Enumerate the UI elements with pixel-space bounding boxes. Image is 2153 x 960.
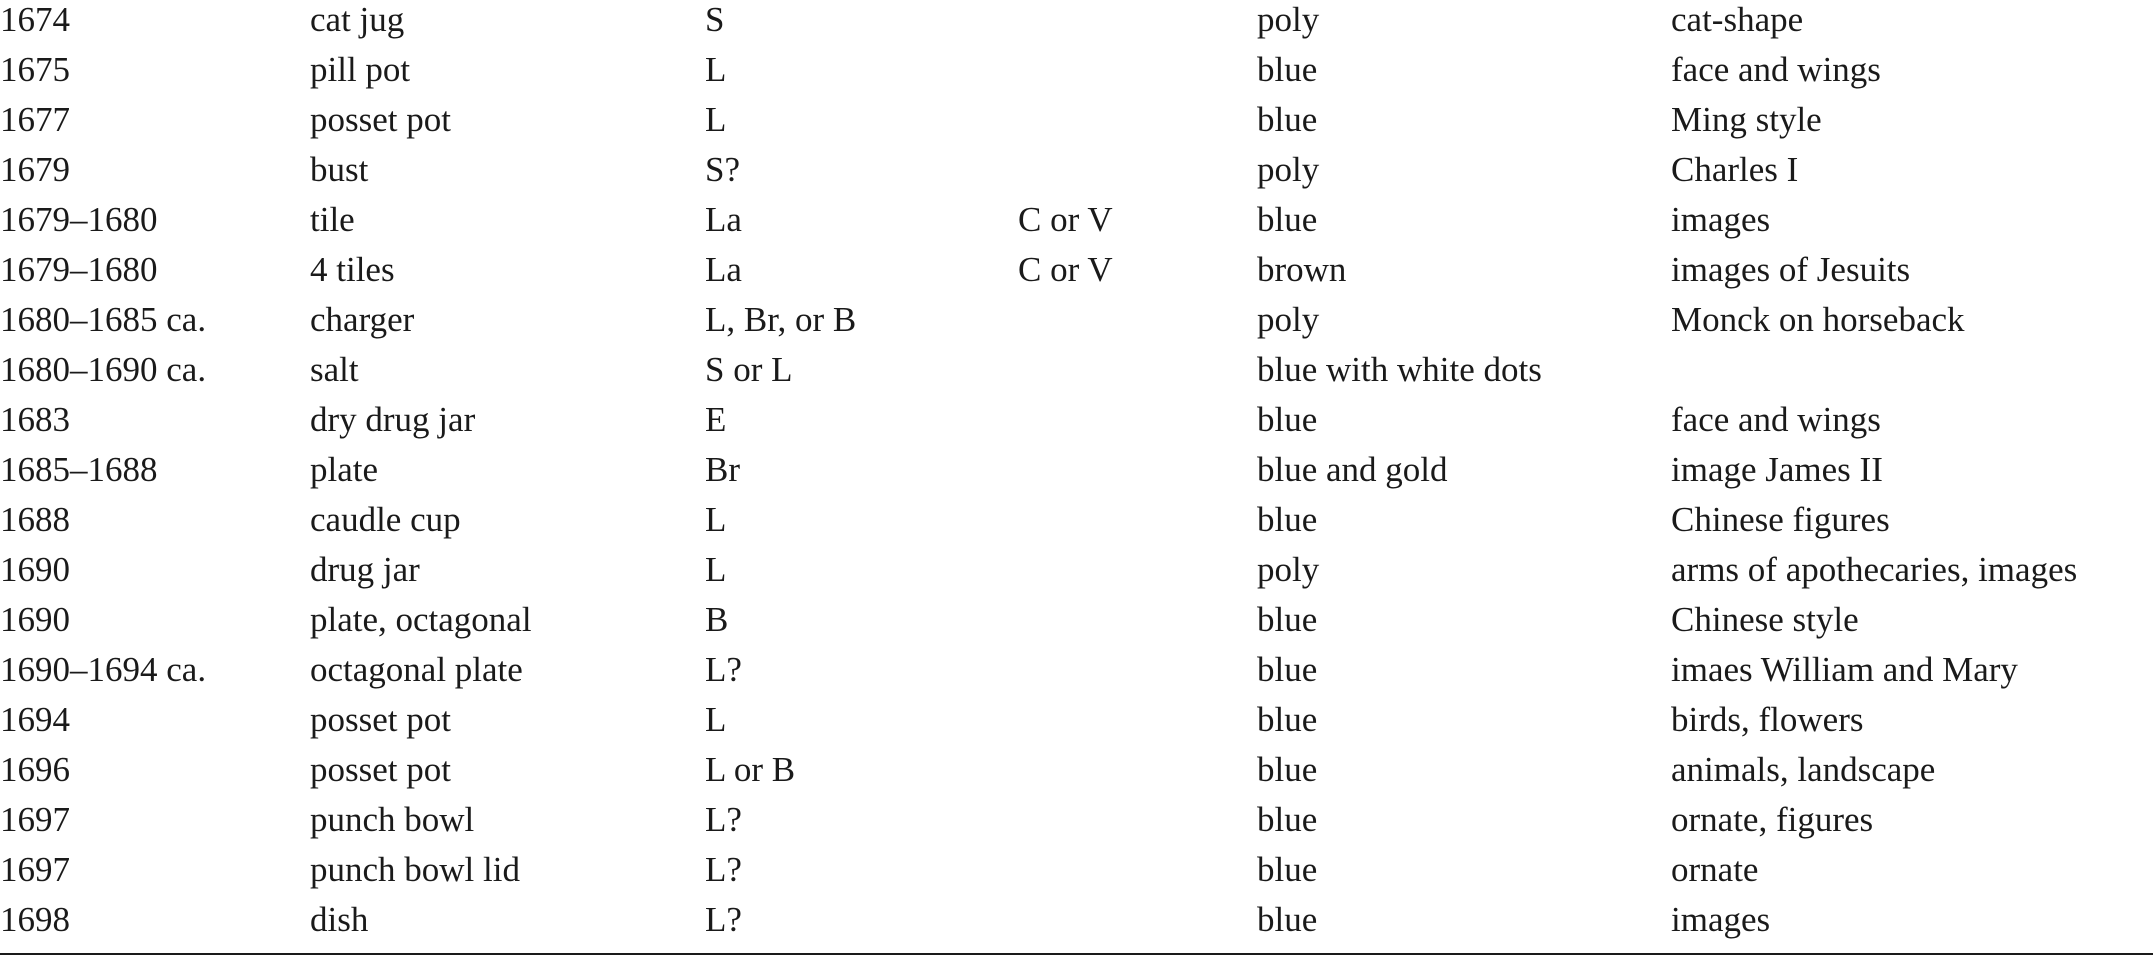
- cell-cv: [1018, 750, 1257, 800]
- cell-place: L?: [705, 650, 742, 689]
- cell-color: poly: [1257, 0, 1320, 39]
- cell-color: blue: [1257, 850, 1318, 889]
- cell-cv: [1018, 550, 1257, 600]
- cell-cv: [1018, 400, 1257, 450]
- cell-date: 1675: [0, 50, 70, 89]
- cell-date: 1694: [0, 700, 70, 739]
- cell-cv: [1018, 800, 1257, 850]
- cell-cv: [1018, 700, 1257, 750]
- cell-object: salt: [310, 350, 359, 389]
- cell-cv: [1018, 300, 1257, 350]
- cell-place: S or L: [705, 350, 793, 389]
- cell-object: cat jug: [310, 0, 405, 39]
- cell-decoration: ornate: [1671, 850, 1759, 889]
- cell-object: posset pot: [310, 750, 451, 789]
- cell-color: poly: [1257, 550, 1320, 589]
- cell-color: blue: [1257, 750, 1318, 789]
- cell-place: La: [705, 200, 742, 239]
- table-row: [0, 550, 2153, 600]
- cell-date: 1679–1680: [0, 200, 158, 239]
- cell-object: bust: [310, 150, 369, 189]
- cell-date: 1674: [0, 0, 70, 39]
- cell-place: L, Br, or B: [705, 300, 857, 339]
- cell-date: 1697: [0, 850, 70, 889]
- cell-decoration: face and wings: [1671, 50, 1881, 89]
- cell-decoration: Chinese figures: [1671, 500, 1890, 539]
- cell-color: blue: [1257, 650, 1318, 689]
- cell-decoration: Monck on horseback: [1671, 300, 1965, 339]
- cell-cv: [1018, 150, 1257, 200]
- cell-place: L: [705, 500, 727, 539]
- cell-cv: [1018, 350, 1257, 400]
- table-row: [0, 250, 2153, 300]
- table-row: [0, 700, 2153, 750]
- cell-object: 4 tiles: [310, 250, 395, 289]
- cell-date: 1690: [0, 600, 70, 639]
- cell-place: S?: [705, 150, 740, 189]
- cell-decoration: imaes William and Mary: [1671, 650, 2018, 689]
- cell-place: L?: [705, 850, 742, 889]
- cell-object: dish: [310, 900, 369, 939]
- cell-place: L?: [705, 900, 742, 939]
- table-bottom-rule: [0, 953, 2153, 955]
- cell-object: plate, octagonal: [310, 600, 532, 639]
- cell-date: 1677: [0, 100, 70, 139]
- cell-object: pill pot: [310, 50, 411, 89]
- cell-date: 1688: [0, 500, 70, 539]
- cell-decoration: Charles I: [1671, 150, 1799, 189]
- cell-decoration: cat-shape: [1671, 0, 1804, 39]
- table-row: [0, 900, 2153, 950]
- cell-cv: [1018, 500, 1257, 550]
- cell-cv: C or V: [1018, 250, 1113, 289]
- cell-date: 1680–1685 ca.: [0, 300, 207, 339]
- cell-color: blue: [1257, 200, 1318, 239]
- table-row: [0, 800, 2153, 850]
- cell-decoration: arms of apothecaries, images: [1671, 550, 2078, 589]
- cell-object: posset pot: [310, 700, 451, 739]
- cell-date: 1696: [0, 750, 70, 789]
- table-row: [0, 500, 2153, 550]
- cell-object: punch bowl: [310, 800, 475, 839]
- cell-decoration: birds, flowers: [1671, 700, 1864, 739]
- cell-color: blue: [1257, 600, 1318, 639]
- cell-decoration: animals, landscape: [1671, 750, 1936, 789]
- cell-place: S: [705, 0, 725, 39]
- table-row: [0, 850, 2153, 900]
- cell-decoration: images: [1671, 900, 1771, 939]
- cell-color: blue: [1257, 900, 1318, 939]
- cell-date: 1690–1694 ca.: [0, 650, 207, 689]
- cell-place: L: [705, 550, 727, 589]
- table-row: [0, 300, 2153, 350]
- cell-decoration: images: [1671, 200, 1771, 239]
- cell-decoration: ornate, figures: [1671, 800, 1874, 839]
- table-row: [0, 50, 2153, 100]
- cell-color: blue and gold: [1257, 450, 1448, 489]
- cell-color: blue: [1257, 800, 1318, 839]
- cell-color: blue: [1257, 700, 1318, 739]
- cell-cv: [1018, 650, 1257, 700]
- table-row: [0, 400, 2153, 450]
- cell-place: E: [705, 400, 727, 439]
- cell-object: tile: [310, 200, 355, 239]
- cell-color: poly: [1257, 300, 1320, 339]
- cell-date: 1680–1690 ca.: [0, 350, 207, 389]
- cell-date: 1683: [0, 400, 70, 439]
- table-row: [0, 0, 2153, 50]
- cell-object: posset pot: [310, 100, 451, 139]
- cell-color: poly: [1257, 150, 1320, 189]
- table-row: [0, 650, 2153, 700]
- cell-cv: [1018, 600, 1257, 650]
- cell-decoration: [1671, 350, 2153, 400]
- cell-object: punch bowl lid: [310, 850, 520, 889]
- cell-object: dry drug jar: [310, 400, 476, 439]
- cell-color: blue: [1257, 400, 1318, 439]
- cell-color: blue with white dots: [1257, 350, 1542, 389]
- cell-place: L: [705, 100, 727, 139]
- cell-decoration: images of Jesuits: [1671, 250, 1911, 289]
- table-row: [0, 600, 2153, 650]
- cell-decoration: Ming style: [1671, 100, 1822, 139]
- cell-object: drug jar: [310, 550, 420, 589]
- cell-object: caudle cup: [310, 500, 461, 539]
- cell-color: blue: [1257, 500, 1318, 539]
- table-row: [0, 200, 2153, 250]
- cell-cv: [1018, 50, 1257, 100]
- cell-object: charger: [310, 300, 415, 339]
- cell-place: Br: [705, 450, 740, 489]
- cell-date: 1698: [0, 900, 70, 939]
- cell-object: plate: [310, 450, 379, 489]
- cell-date: 1679–1680: [0, 250, 158, 289]
- cell-color: brown: [1257, 250, 1347, 289]
- cell-place: La: [705, 250, 742, 289]
- cell-cv: [1018, 450, 1257, 500]
- cell-cv: [1018, 0, 1257, 50]
- cell-object: octagonal plate: [310, 650, 523, 689]
- table-row: [0, 100, 2153, 150]
- table-row: [0, 750, 2153, 800]
- cell-decoration: face and wings: [1671, 400, 1881, 439]
- cell-cv: [1018, 100, 1257, 150]
- cell-cv: [1018, 850, 1257, 900]
- cell-date: 1679: [0, 150, 70, 189]
- cell-cv: [1018, 900, 1257, 950]
- cell-place: L: [705, 700, 727, 739]
- cell-color: blue: [1257, 50, 1318, 89]
- cell-date: 1685–1688: [0, 450, 158, 489]
- cell-place: B: [705, 600, 729, 639]
- cell-place: L?: [705, 800, 742, 839]
- table-row: [0, 150, 2153, 200]
- cell-decoration: Chinese style: [1671, 600, 1859, 639]
- cell-place: L or B: [705, 750, 796, 789]
- cell-decoration: image James II: [1671, 450, 1883, 489]
- table-row: [0, 350, 2153, 400]
- cell-date: 1690: [0, 550, 70, 589]
- cell-color: blue: [1257, 100, 1318, 139]
- cell-place: L: [705, 50, 727, 89]
- cell-cv: C or V: [1018, 200, 1113, 239]
- cell-date: 1697: [0, 800, 70, 839]
- table-row: [0, 450, 2153, 500]
